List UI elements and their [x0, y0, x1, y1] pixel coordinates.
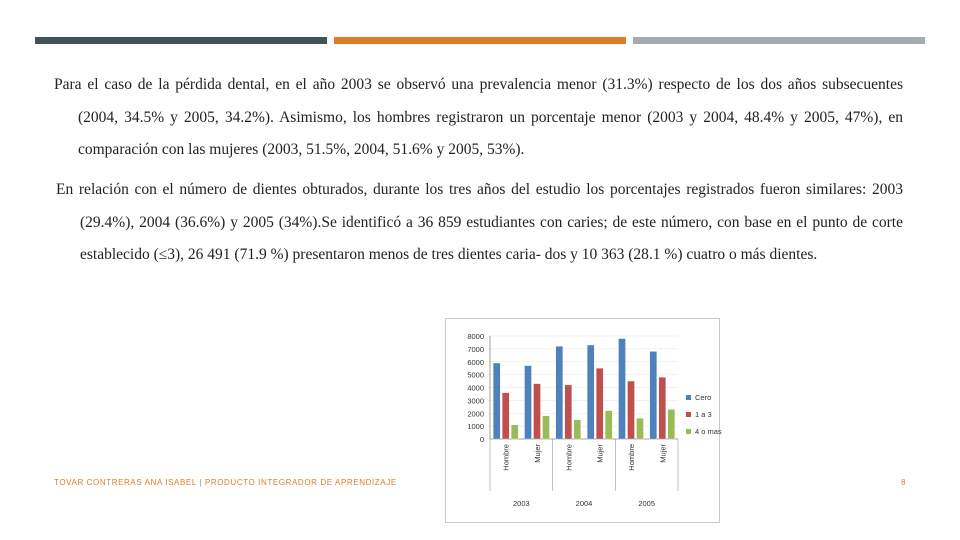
x-tick-label: Mujer	[533, 444, 542, 463]
y-tick-label: 2000	[467, 409, 484, 419]
legend-label: Cero	[695, 393, 712, 402]
bar	[511, 425, 518, 439]
bar	[637, 418, 644, 439]
x-tick-label: Hombre	[627, 444, 636, 471]
bar	[525, 366, 532, 439]
legend-label: 4 o mas	[695, 427, 722, 436]
bar	[574, 420, 581, 439]
bar-chart	[445, 318, 720, 523]
legend-swatch	[686, 395, 691, 400]
footer-author: TOVAR CONTRERAS ANA ISABEL | PRODUCTO INTEGRADOR DE APRENDIZAJE	[54, 478, 397, 487]
bar	[493, 363, 500, 439]
x-tick-label: Mujer	[658, 444, 668, 463]
bar	[668, 409, 675, 439]
y-tick-label: 1000	[467, 422, 484, 432]
x-tick-label: Hombre	[501, 444, 511, 471]
x-tick-label: Mujer	[595, 444, 605, 463]
bar	[628, 381, 635, 439]
decor-bar-dark	[35, 37, 327, 44]
paragraph-fillings-caries: En relación con el número de dientes obturados, durante los tres años del estudio los porcentajes registrados fueron similares: 2003 (29.4%), 2004 (36.6%) y 2005 (34%).Se identificó a 36 859 estudiantes con caries; de este número, con base en el punto de corte establecido (≤3), 26 491 (71.9 %) presentaron menos de tres dientes caria- dos y 10 363 (28.1 %) cuatro o más dientes.	[56, 181, 903, 263]
bar	[556, 346, 563, 439]
decor-bar-orange	[334, 37, 626, 44]
legend-label: 1 a 3	[695, 410, 712, 419]
chart-svg	[446, 319, 722, 522]
bar	[502, 393, 509, 439]
y-tick-label: 3000	[467, 396, 484, 406]
page-number: 8	[901, 478, 906, 487]
paragraph-tooth-loss: Para el caso de la pérdida dental, en el año 2003 se observó una prevalencia menor (31.3%) respecto de los dos años subsecuentes (2004, 34.5% y 2005, 34.2%). Asimismo, los hombres registraron un porcentaje menor (2003 y 2004, 48.4% y 2005, 47%), en comparación con las mujeres (2003, 51.5%, 2004, 51.6% y 2005, 53%).	[54, 76, 903, 158]
legend-swatch	[686, 429, 691, 434]
y-tick-label: 6000	[467, 357, 484, 367]
group-label: 2005	[638, 499, 656, 508]
y-tick-label: 4000	[467, 383, 484, 393]
y-tick-label: 8000	[467, 332, 484, 341]
bar	[659, 377, 666, 439]
bar	[650, 351, 657, 439]
legend-swatch	[686, 412, 691, 417]
bar	[543, 416, 550, 439]
bar	[534, 384, 541, 439]
y-tick-label: 0	[479, 435, 484, 444]
y-tick-label: 7000	[467, 344, 484, 354]
group-label: 2004	[575, 499, 593, 508]
bar	[605, 411, 612, 439]
group-label: 2003	[512, 499, 530, 508]
y-tick-label: 5000	[467, 370, 484, 380]
bar	[596, 368, 603, 439]
decor-bar-gray	[633, 37, 925, 44]
bar	[565, 385, 572, 439]
x-tick-label: Hombre	[564, 444, 574, 471]
bar	[619, 339, 626, 439]
bar	[587, 345, 594, 439]
